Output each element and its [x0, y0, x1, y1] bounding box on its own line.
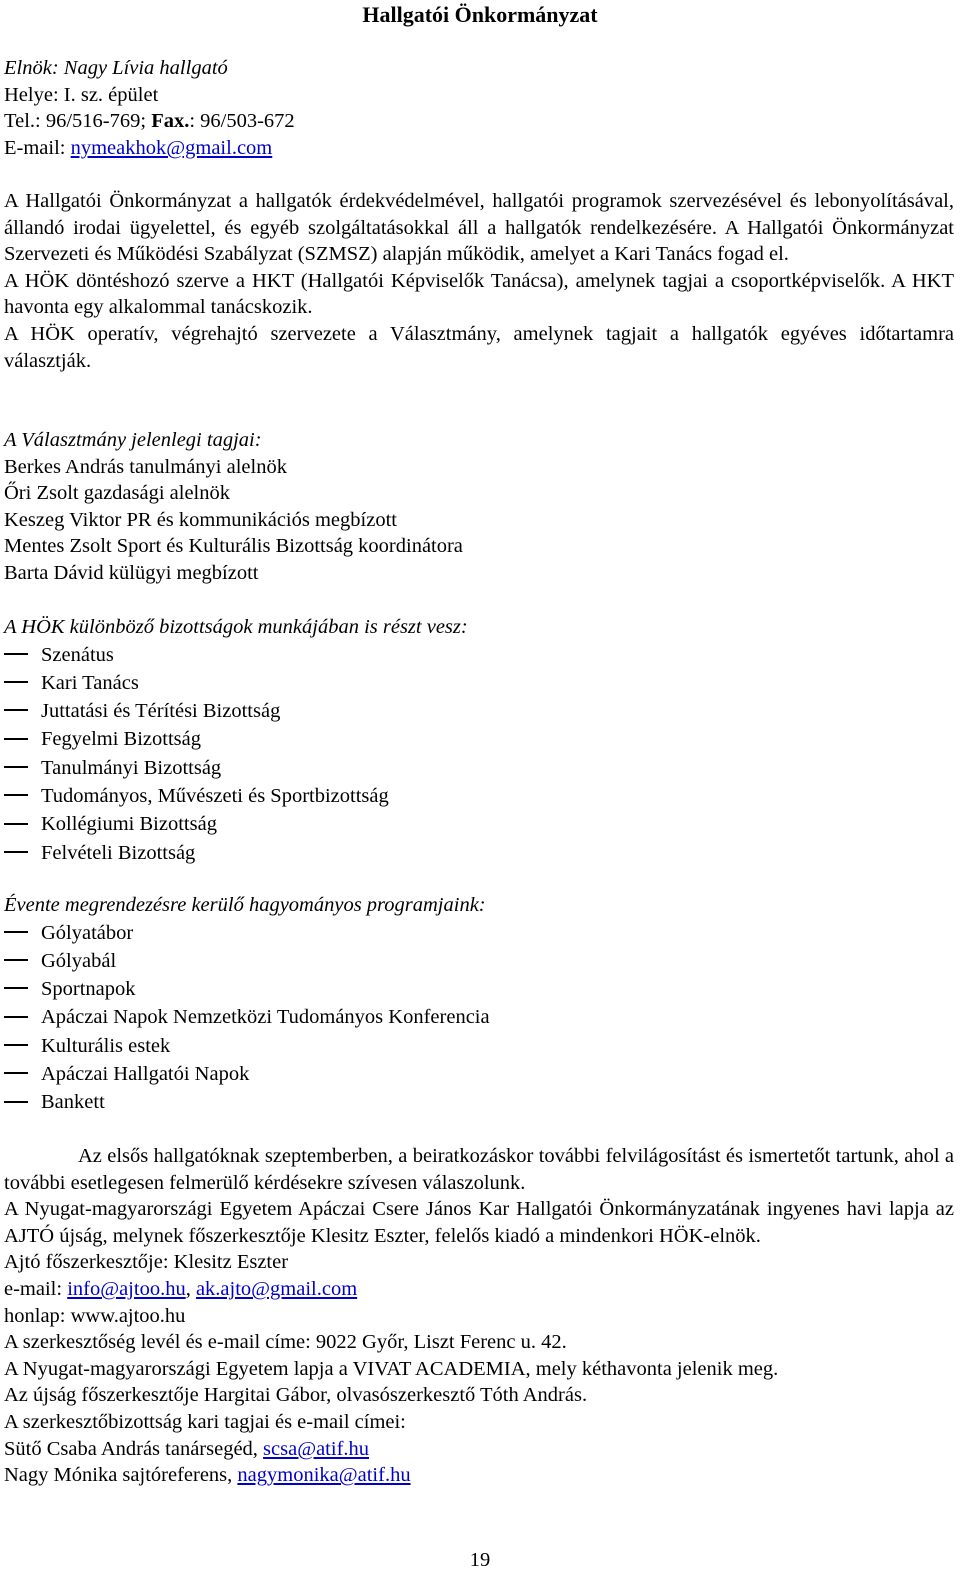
list-item: Juttatási és Térítési Bizottság — [4, 697, 954, 725]
board-member: Berkes András tanulmányi alelnök — [4, 455, 287, 478]
dash-bullet-icon — [4, 754, 41, 782]
faculty-member-2: Nagy Mónika sajtóreferens, nagymonika@atif.hu — [4, 1464, 411, 1487]
list-item: Tanulmányi Bizottság — [4, 754, 954, 782]
list-item: Kari Tanács — [4, 669, 954, 697]
dash-bullet-icon — [4, 669, 41, 697]
dash-bullet-icon — [4, 919, 41, 947]
board-member: Keszeg Viktor PR és kommunikációs megbízott — [4, 508, 397, 531]
board-block — [4, 427, 954, 587]
editor-email-line: e-mail: info@ajtoo.hu, ak.ajto@gmail.com — [4, 1277, 358, 1300]
dash-bullet-icon — [4, 725, 41, 753]
programs-heading: Évente megrendezésre kerülő hagyományos programjaink: — [4, 894, 486, 916]
programs-block — [4, 892, 954, 1117]
closing-block — [4, 1143, 954, 1489]
list-item: Kollégiumi Bizottság — [4, 810, 954, 838]
board-member: Mentes Zsolt Sport és Kulturális Bizottság koordinátora — [4, 535, 463, 558]
dash-bullet-icon — [4, 697, 41, 725]
website-line: honlap: www.ajtoo.hu — [4, 1304, 186, 1327]
fax-value: : 96/503-672 — [189, 110, 295, 133]
email-link[interactable]: nymeakhok@gmail.com — [70, 136, 273, 159]
email-label: E-mail: — [4, 136, 71, 159]
page-number: 19 — [469, 1549, 491, 1571]
tel-label: Tel.: 96/516-769; — [4, 110, 152, 133]
faculty-member-1: Sütő Csaba András tanársegéd, scsa@atif.hu — [4, 1437, 370, 1460]
faculty-heading-line: A szerkesztőbizottság kari tagjai és e-mail címei: — [4, 1410, 406, 1433]
fax-label: Fax. — [151, 110, 190, 133]
board-heading: A Választmány jelenlegi tagjai: — [4, 429, 262, 451]
list-item: Szenátus — [4, 641, 954, 669]
dash-bullet-icon — [4, 975, 41, 1003]
email-link-ajto[interactable]: ak.ajto@gmail.com — [195, 1277, 358, 1300]
contact-block — [4, 55, 954, 161]
address-line: A szerkesztőség levél és e-mail címe: 9022 Győr, Liszt Ferenc u. 42. — [4, 1331, 567, 1354]
closing-paragraph-2: A Nyugat-magyarországi Egyetem Apáczai Csere János Kar Hallgatói Önkormányzatának ingyenes havi lapja az AJTÓ újság, melynek főszerkesztője Klesitz Eszter, felelős kiadó a mindenkori HÖK-elnök. — [4, 1198, 954, 1247]
list-item: Bankett — [4, 1088, 954, 1116]
list-item: Gólyatábor — [4, 919, 954, 947]
board-member: Őri Zsolt gazdasági alelnök — [4, 482, 231, 505]
president-line: Elnök: Nagy Lívia hallgató — [4, 57, 228, 79]
vivat-editors-line: Az újság főszerkesztője Hargitai Gábor, olvasószerkesztő Tóth András. — [4, 1384, 588, 1407]
vivat-line: A Nyugat-magyarországi Egyetem lapja a VIVAT ACADEMIA, mely kéthavonta jelenik meg. — [4, 1357, 779, 1380]
list-item: Sportnapok — [4, 975, 954, 1003]
list-item: Felvételi Bizottság — [4, 839, 954, 867]
intro-paragraph-3: A HÖK operatív, végrehajtó szervezete a Választmány, amelynek tagjait a hallgatók egyéves időtartamra választják. — [4, 322, 954, 372]
email-link-nagymonika[interactable]: nagymonika@atif.hu — [237, 1464, 411, 1487]
intro-paragraph-1: A Hallgatói Önkormányzat a hallgatók érdekvédelmével, hallgatói programok szervezésével és lebonyolításával, állandó irodai ügyelettel, és egyéb szolgáltatásokkal áll a hallgatók rendelkezésére. A Hallgatói Önkormányzat Szervezeti és Működési Szabályzat (SZMSZ) alapján működik, amelyet a Kari Tanács fogad el. — [4, 190, 954, 266]
dash-bullet-icon — [4, 1032, 41, 1060]
dash-bullet-icon — [4, 1088, 41, 1116]
list-item: Apáczai Hallgatói Napok — [4, 1060, 954, 1088]
email-link-info[interactable]: info@ajtoo.hu — [67, 1277, 186, 1300]
email-link-scsa[interactable]: scsa@atif.hu — [263, 1437, 370, 1460]
list-item: Fegyelmi Bizottság — [4, 725, 954, 753]
dash-bullet-icon — [4, 1060, 41, 1088]
dash-bullet-icon — [4, 641, 41, 669]
intro-block — [4, 188, 954, 374]
committees-block — [4, 614, 954, 867]
list-item: Apáczai Napok Nemzetközi Tudományos Konferencia — [4, 1003, 954, 1031]
location-line: Helye: I. sz. épület — [4, 83, 159, 106]
dash-bullet-icon — [4, 839, 41, 867]
list-item: Tudományos, Művészeti és Sportbizottság — [4, 782, 954, 810]
dash-bullet-icon — [4, 782, 41, 810]
page-title-text: Hallgatói Önkormányzat — [362, 2, 598, 27]
closing-paragraph-1: Az elsős hallgatóknak szeptemberben, a beiratkozáskor további felvilágosítást és ismertetőt tartunk, ahol a további esetlegesen felmerülő kérdésekre szívesen válaszolunk. — [4, 1145, 954, 1194]
board-member: Barta Dávid külügyi megbízott — [4, 561, 259, 584]
dash-bullet-icon — [4, 810, 41, 838]
intro-paragraph-2: A HÖK döntéshozó szerve a HKT (Hallgatói Képviselők Tanácsa), amelynek tagjai a csoportképviselők. A HKT havonta egy alkalommal tanácskozik. — [4, 269, 954, 319]
dash-bullet-icon — [4, 1003, 41, 1031]
list-item: Gólyabál — [4, 947, 954, 975]
dash-bullet-icon — [4, 947, 41, 975]
email-line — [4, 135, 954, 162]
phone-fax-line — [4, 108, 954, 135]
page-title — [0, 2, 960, 29]
editor-line: Ajtó főszerkesztője: Klesitz Eszter — [4, 1251, 289, 1274]
committees-heading: A HÖK különböző bizottságok munkájában is részt vesz: — [4, 616, 468, 638]
list-item: Kulturális estek — [4, 1032, 954, 1060]
